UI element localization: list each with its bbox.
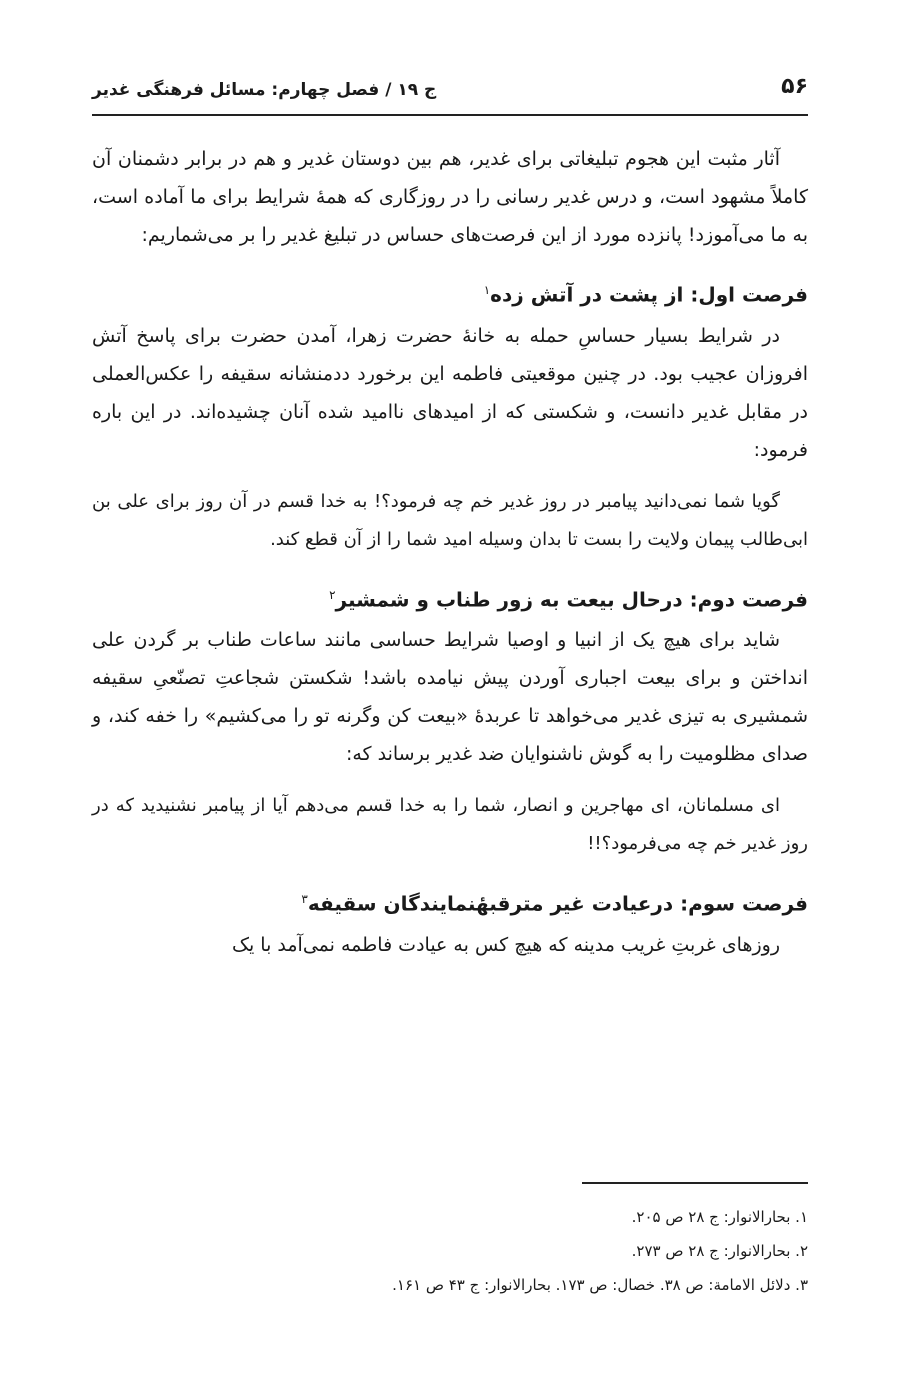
section-title-2: فرصت دوم: درحال بیعت به زور طناب و شمشیر bbox=[335, 587, 808, 612]
section-heading-1 bbox=[92, 270, 808, 315]
section-paragraph-2: شاید برای هیچ یک از انبیا و اوصیا شرایط حساسی مانند ساعات طناب بر گردن علی انداختن و برای بیعت اجباری آوردن پیش نیامده باشد! شکستن شجاعتِ تصنّعیِ سقیفه شمشیری به تیزی غدیر می‌خواهد تا عربدهٔ «بیعت کن وگرنه تو را می‌کشیم» را خفه کند، و صدای مظلومیت را به گوش ناشنوایان ضد غدیر برساند که: bbox=[92, 629, 808, 766]
footnote-ref-2: ۲ bbox=[329, 587, 336, 602]
section-paragraph-3: روزهای غربتِ غریب مدینه که هیچ کس به عیادت فاطمه نمی‌آمد با یک bbox=[231, 933, 780, 956]
intro-paragraph: آثار مثبت این هجوم تبلیغاتی برای غدیر، هم بین دوستان غدیر و هم در برابر دشمنان آن کاملاً مشهود است، و درس غدیر رسانی را در روزگاری که همهٔ شرایط برای ما آماده است، به ما می‌آموزد! پانزده مورد از این فرصت‌های حساس در تبلیغ غدیر را بر می‌شماریم: bbox=[92, 148, 808, 246]
section-title-1: فرصت اول: از پشت در آتش زده bbox=[490, 282, 808, 307]
footnotes bbox=[92, 1200, 808, 1302]
footnote-divider bbox=[582, 1182, 808, 1184]
footnote-ref-3: ۳ bbox=[301, 892, 308, 907]
section-heading-3 bbox=[92, 879, 808, 924]
footnote-1: ۱. بحارالانوار: ج ۲۸ ص ۲۰۵. bbox=[631, 1208, 808, 1226]
section-heading-2 bbox=[92, 575, 808, 620]
footnote-2: ۲. بحارالانوار: ج ۲۸ ص ۲۷۳. bbox=[631, 1242, 808, 1260]
page-header bbox=[92, 70, 808, 116]
section-quote-1: گویا شما نمی‌دانید پیامبر در روز غدیر خم چه فرمود؟! به خدا قسم در آن روز برای علی بن ابی‌طالب پیمان ولایت را بست تا بدان وسیله امید شما را از آن قطع کند. bbox=[92, 490, 808, 550]
section-quote-2: ای مسلمانان، ای مهاجرین و انصار، شما را به خدا قسم می‌دهم آیا از پیامبر نشنیدید که در روز غدیر خم چه می‌فرمود؟!! bbox=[92, 795, 808, 855]
page-number: ۵۶ bbox=[781, 74, 808, 99]
page-body bbox=[92, 140, 808, 964]
footnote-ref-1: ۱ bbox=[483, 283, 491, 297]
section-paragraph-1: در شرایط بسیار حساسِ حمله به خانهٔ حضرت زهرا، آمدن حضرت برای پاسخ آتش افروزان عجیب بود. در چنین موقعیتی فاطمه این برخورد ددمنشانه سقیفه را عکس‌العملی در مقابل غدیر دانست، و شکستی که از امیدهای ناامید شده آنان چشیده‌اند. در این باره فرمود: bbox=[92, 324, 808, 461]
section-title-3: فرصت سوم: درعیادت غیر مترقبهٔنمایندگان سقیفه bbox=[307, 891, 808, 916]
running-title: ج ۱۹ / فصل چهارم: مسائل فرهنگی غدیر bbox=[92, 80, 437, 100]
footnote-3: ۳. دلائل الامامة: ص ۳۸. خصال: ص ۱۷۳. بحارالانوار: ج ۴۳ ص ۱۶۱. bbox=[392, 1276, 808, 1294]
book-page bbox=[92, 0, 808, 1390]
